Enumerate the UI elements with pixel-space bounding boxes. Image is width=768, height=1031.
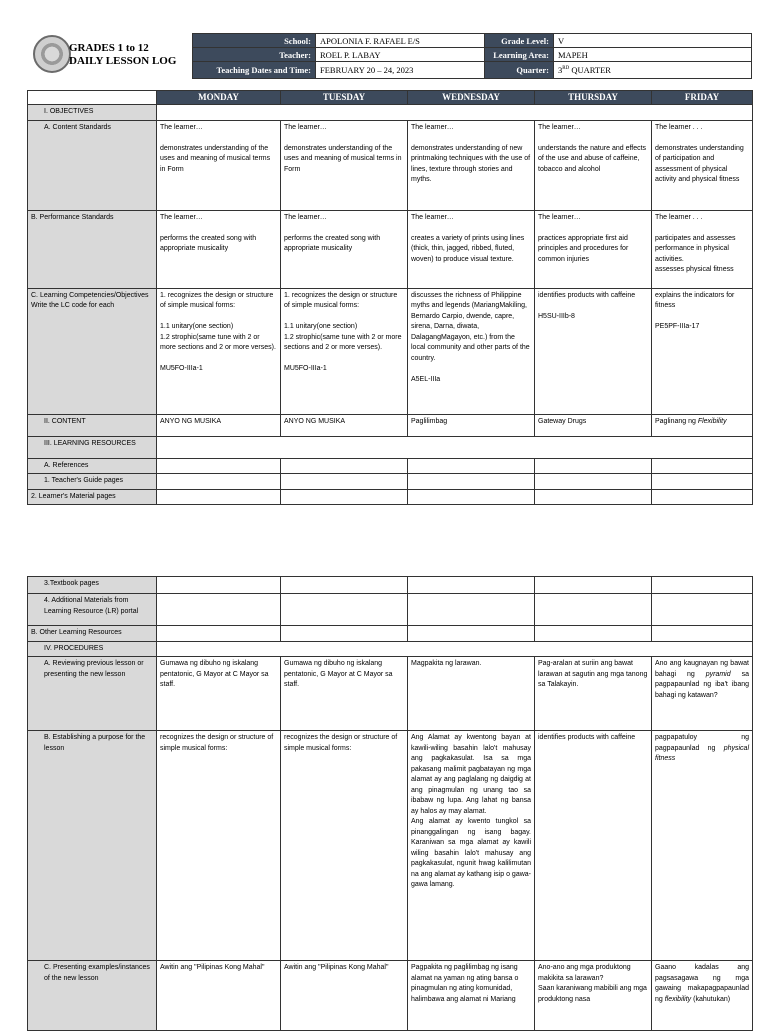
presenting-friday [652, 961, 753, 1031]
day-header-thursday: THURSDAY [535, 91, 652, 105]
other-thursday [535, 626, 652, 642]
additional-tuesday [281, 594, 408, 626]
content-label: II. CONTENT [28, 414, 157, 436]
textbook-tuesday [281, 577, 408, 594]
presenting-friday-italic: flexibility [664, 995, 692, 1003]
presenting-thursday: Ano-ano ang mga produktong makikita sa larawan? Saan karaniwang mabibili ang mga produktong nasa [535, 961, 652, 1031]
lesson-table-part-1 [27, 90, 753, 505]
performance-standards-label: B. Performance Standards [28, 210, 157, 288]
competencies-thursday: identifies products with caffeine H5SU-IIIb-8 [535, 288, 652, 414]
purpose-label: B. Establishing a purpose for the lesson [28, 731, 157, 961]
content-friday-text: Paglinang ng [655, 417, 698, 425]
learning-area-label: Learning Area: [485, 48, 554, 62]
review-thursday: Pag-aralan at suriin ang bawat larawan at sagutin ang mga tanong sa Talakayin. [535, 657, 652, 731]
competencies-tuesday: 1. recognizes the design or structure of simple musical forms: 1.1 unitary(one section) 1.2 strophic(same tune with 2 or more sections and 2 or more verses). MU5FO-IIIa-1 [281, 288, 408, 414]
other-resources-label: B. Other Learning Resources [28, 626, 157, 642]
textbook-pages-label: 3.Textbook pages [28, 577, 157, 594]
learning-area-value: MAPEH [554, 48, 752, 62]
competencies-monday: 1. recognizes the design or structure of simple musical forms: 1.1 unitary(one section) 1.2 strophic(same tune with 2 or more sections and 2 or more verses). MU5FO-IIIa-1 [157, 288, 281, 414]
review-monday: Gumawa ng dibuho ng iskalang pentatonic, G Mayor at C Mayor sa staff. [157, 657, 281, 731]
competencies-label: C. Learning Competencies/Objectives Write the LC code for each [28, 288, 157, 414]
title-line-2: DAILY LESSON LOG [69, 55, 177, 67]
content-friday-italic: Flexibility [697, 417, 727, 425]
dates-label: Teaching Dates and Time: [193, 62, 316, 79]
textbook-friday [652, 577, 753, 594]
content-standards-monday: The learner… demonstrates understanding of the uses and meaning of musical terms in Form [157, 120, 281, 210]
additional-wednesday [408, 594, 535, 626]
lm-friday [652, 489, 753, 505]
additional-friday [652, 594, 753, 626]
content-wednesday: Paglilimbag [408, 414, 535, 436]
deped-seal-icon [33, 35, 71, 73]
tg-friday [652, 474, 753, 490]
title-line-1: GRADES 1 to 12 [69, 42, 149, 54]
school-label: School: [193, 34, 316, 48]
lm-monday [157, 489, 281, 505]
lesson-log-header [27, 33, 752, 81]
references-thursday [535, 458, 652, 474]
teachers-guide-label: 1. Teacher's Guide pages [28, 474, 157, 490]
performance-standards-friday: The learner . . . participates and assesses performance in physical activities. assesses physical fitness [652, 210, 753, 288]
lm-wednesday [408, 489, 535, 505]
purpose-friday [652, 731, 753, 961]
tg-wednesday [408, 474, 535, 490]
tg-monday [157, 474, 281, 490]
lm-tuesday [281, 489, 408, 505]
references-tuesday [281, 458, 408, 474]
presenting-monday: Awitin ang "Pilipinas Kong Mahal" [157, 961, 281, 1031]
grade-value: V [554, 34, 752, 48]
lm-thursday [535, 489, 652, 505]
day-header-wednesday: WEDNESDAY [408, 91, 535, 105]
references-monday [157, 458, 281, 474]
learning-resources-spacer [157, 436, 753, 458]
objectives-spacer [157, 105, 753, 121]
additional-monday [157, 594, 281, 626]
review-friday-text: Ano ang kaugnayan ng bawat bahagi ng [655, 660, 749, 678]
purpose-tuesday: recognizes the design or structure of simple musical forms: [281, 731, 408, 961]
review-label: A. Reviewing previous lesson or presenting the new lesson [28, 657, 157, 731]
content-standards-friday: The learner . . . demonstrates understanding of participation and assessment of physical activity and physical fitness [652, 120, 753, 210]
performance-standards-tuesday: The learner… performs the created song with appropriate musicality [281, 210, 408, 288]
purpose-monday: recognizes the design or structure of simple musical forms: [157, 731, 281, 961]
quarter-value: 3RD QUARTER [554, 62, 752, 79]
procedures-spacer [157, 641, 753, 657]
content-friday [652, 414, 753, 436]
review-friday-italic: pyramid [705, 670, 731, 678]
references-friday [652, 458, 753, 474]
day-header-monday: MONDAY [157, 91, 281, 105]
content-tuesday: ANYO NG MUSIKA [281, 414, 408, 436]
content-monday: ANYO NG MUSIKA [157, 414, 281, 436]
references-label: A. References [28, 458, 157, 474]
other-tuesday [281, 626, 408, 642]
presenting-wednesday: Pagpakita ng paglilimbag ng isang alamat na yaman ng ating bansa o pinagmulan ng ating komunidad, halimbawa ang alamat ni Mariang [408, 961, 535, 1031]
performance-standards-monday: The learner… performs the created song with appropriate musicality [157, 210, 281, 288]
presenting-friday-rest: (kahutukan) [691, 995, 731, 1003]
purpose-friday-text: pagpapatuloy ng pagpapaunlad ng [655, 734, 749, 752]
review-friday-rest: sa pagpapaunlad ng iba't ibang bahagi ng katawan? [655, 670, 749, 699]
purpose-friday-italic: physical fitness [655, 744, 749, 762]
textbook-thursday [535, 577, 652, 594]
textbook-wednesday [408, 577, 535, 594]
presenting-label: C. Presenting examples/instances of the new lesson [28, 961, 157, 1031]
textbook-monday [157, 577, 281, 594]
grade-label: Grade Level: [485, 34, 554, 48]
presenting-friday-text: Gaano kadalas ang pagsasagawa ng mga gawaing makapagpapaunlad ng [655, 964, 749, 1003]
day-header-tuesday: TUESDAY [281, 91, 408, 105]
other-friday [652, 626, 753, 642]
competencies-wednesday: discusses the richness of Philippine myths and legends (MariangMakiling, Bernardo Carpio, dwende, capre, sirena, Darna, diwata, DalagangMagayon, etc.) from the local community and other parts of the country. A5EL-IIIa [408, 288, 535, 414]
content-standards-thursday: The learner… understands the nature and effects of the use and abuse of caffeine, tobacco and alcohol [535, 120, 652, 210]
content-standards-label: A. Content Standards [28, 120, 157, 210]
objectives-label: I. OBJECTIVES [28, 105, 157, 121]
corner-cell [28, 91, 157, 105]
tg-thursday [535, 474, 652, 490]
purpose-thursday: identifies products with caffeine [535, 731, 652, 961]
header-info-grid [192, 33, 752, 79]
content-thursday: Gateway Drugs [535, 414, 652, 436]
performance-standards-wednesday: The learner… creates a variety of prints using lines (thick, thin, jagged, ribbed, fluted, woven) to produce visual texture. [408, 210, 535, 288]
content-standards-wednesday: The learner… demonstrates understanding of new printmaking techniques with the use of lines, texture through stories and myths. [408, 120, 535, 210]
presenting-tuesday: Awitin ang "Pilipinas Kong Mahal" [281, 961, 408, 1031]
references-wednesday [408, 458, 535, 474]
tg-tuesday [281, 474, 408, 490]
document-title [69, 42, 176, 68]
other-wednesday [408, 626, 535, 642]
additional-materials-label: 4. Additional Materials from Learning Resource (LR) portal [28, 594, 157, 626]
learners-material-label: 2. Learner's Material pages [28, 489, 157, 505]
additional-thursday [535, 594, 652, 626]
performance-standards-thursday: The learner… practices appropriate first aid principles and procedures for common injuries [535, 210, 652, 288]
review-friday [652, 657, 753, 731]
review-wednesday: Magpakita ng larawan. [408, 657, 535, 731]
teacher-label: Teacher: [193, 48, 316, 62]
content-standards-tuesday: The learner… demonstrates understanding of the uses and meaning of musical terms in Form [281, 120, 408, 210]
purpose-wednesday: Ang Alamat ay kwentong bayan at kawili-wiling basahin lalo't mahusay ang pagkakasulat. Isa sa mga pakasang malimit pagbatayan ng mga alamat ay ang paglalang ng daigdig at ang pinagmulan ng unang tao sa ibabaw ng lupa. Ang lahat ng bansa ay halos ay may alamat. Ang alamat ay kwento tungkol sa pinanggalingan ng isang bagay. Karaniwan sa mga alamat ay kawili wiling basahin lalo't mahusay ang pagkakasulat, ngunit hwag kalilimutan na ang alamat ay kathang isip o gawa-gawa lamang. [408, 731, 535, 961]
review-tuesday: Gumawa ng dibuho ng iskalang pentatonic, G Mayor at C Mayor sa staff. [281, 657, 408, 731]
other-monday [157, 626, 281, 642]
quarter-label: Quarter: [485, 62, 554, 79]
lesson-table-part-2 [27, 576, 753, 1031]
dates-value: FEBRUARY 20 – 24, 2023 [316, 62, 485, 79]
teacher-value: ROEL P. LABAY [316, 48, 485, 62]
day-header-friday: FRIDAY [652, 91, 753, 105]
competencies-friday: explains the indicators for fitness PE5PF-IIIa-17 [652, 288, 753, 414]
procedures-label: IV. PROCEDURES [28, 641, 157, 657]
learning-resources-label: III. LEARNING RESOURCES [28, 436, 157, 458]
school-value: APOLONIA F. RAFAEL E/S [316, 34, 485, 48]
